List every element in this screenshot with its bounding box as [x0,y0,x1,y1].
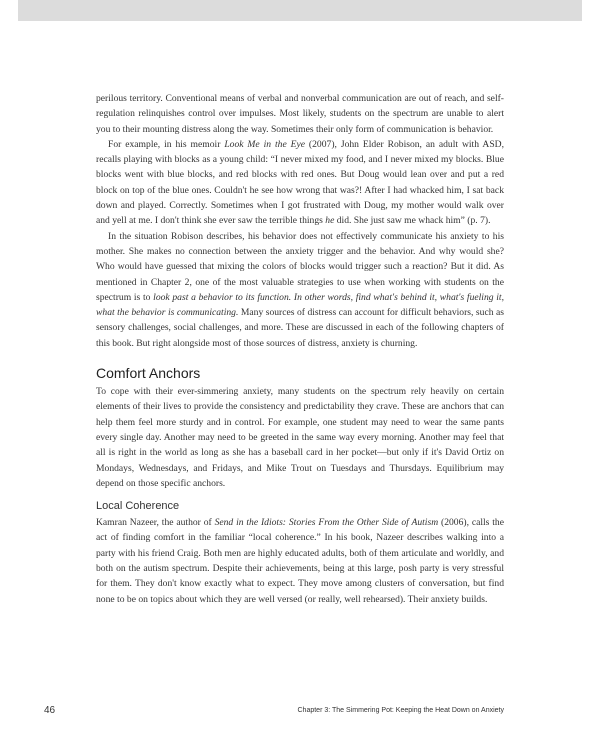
text-segment: For example, in his memoir [108,138,225,150]
book-title-look-me-in-the-eye: Look Me in the Eye [224,138,306,150]
page-body [96,91,504,607]
text-segment: did. She just saw me whack him” (p. 7). [334,215,491,227]
text-segment: Many sources of distress can account for difficult behaviors, such as sensory challenges, social challenges, and more. These are discussed in each of the following chapters of this book. But right alongside most of those sources of distress, anxiety is churning. [96,307,504,349]
text-segment: (2006), calls the act of finding comfort in the familiar “local coherence.” In his book, Nazeer describes walking into a party with his friend Craig. Both men are highly educated adults, both of them articulate and worldly, and both on the autism spectrum. Despite their achievements, being at this large, posh party is very stressful for them. They don't know exactly what to expect. They move among clusters of conversation, but find none to be on topics about which they are well versed (or really, well rehearsed). Their anxiety builds. [96,517,504,605]
paragraph-comfort-anchors: To cope with their ever-simmering anxiety, many students on the spectrum rely heavily on certain elements of their lives to provide the consistency and predictability they crave. These are anchors that can help them feel more sturdy and in control. For example, one student may need to wear the same pants every single day. Another may need to be greeted in the same way every morning. Another may feel that all is right in the world as long as she has a baseball card in her pocket—but only if it's David Ortiz on Mondays, Wednesdays, and Fridays, and Mike Trout on Tuesdays and Thursdays. Equilibrium may depend on those specific anchors. [96,386,504,489]
paragraph-robison-memoir [96,137,504,229]
text-segment: In the situation Robison describes, his behavior does not effectively communicate his anxiety to his mother. She makes no connection between the anxiety trigger and the behavior. And why would she? Who would have guessed that mixing the colors of blocks would trigger such a reaction? But it did. As mentioned in Chapter 2, one of the most valuable strategies to use when working with students on the spectrum is to [96,230,504,303]
emphasis-he: he [325,215,335,227]
text-segment: (2007), John Elder Robison, an adult with ASD, recalls playing with blocks as a young child: “I never mixed my food, and I never mixed my blocks. Blue blocks went with blue blocks, and red blocks with red ones. But Doug would lean over and put a red block on top of the blue ones. Couldn't he see how wrong that was?! After I had whacked him, I sat back down and played. Correctly. Sometimes when I got frustrated with Doug, my mother would walk over and yell at me. I don't think she ever saw the terrible things [96,138,504,227]
running-head: Chapter 3: The Simmering Pot: Keeping the Heat Down on Anxiety [297,707,504,714]
emphasis-look-past-behavior: look past a behavior to its function. In other words, find what's behind it, what's fueling it, what the behavior is communicating. [96,291,504,319]
paragraph-perilous: perilous territory. Conventional means of verbal and nonverbal communication are out of reach, and self-regulation relinquishes control over impulses. Most likely, students on the spectrum are unable to alert you to their mounting distress along the way. Sometimes their only form of communication is behavior. [96,93,504,135]
top-gray-bar [18,0,582,21]
paragraph-behavior-function [96,229,504,351]
paragraph-local-coherence [96,515,504,607]
page-number: 46 [44,705,56,716]
subheading-local-coherence: Local Coherence [96,500,180,513]
book-title-send-in-the-idiots: Send in the Idiots: Stories From the Other Side of Autism [214,517,439,529]
section-heading-comfort-anchors: Comfort Anchors [96,365,201,382]
text-segment: Kamran Nazeer, the author of [96,517,215,529]
